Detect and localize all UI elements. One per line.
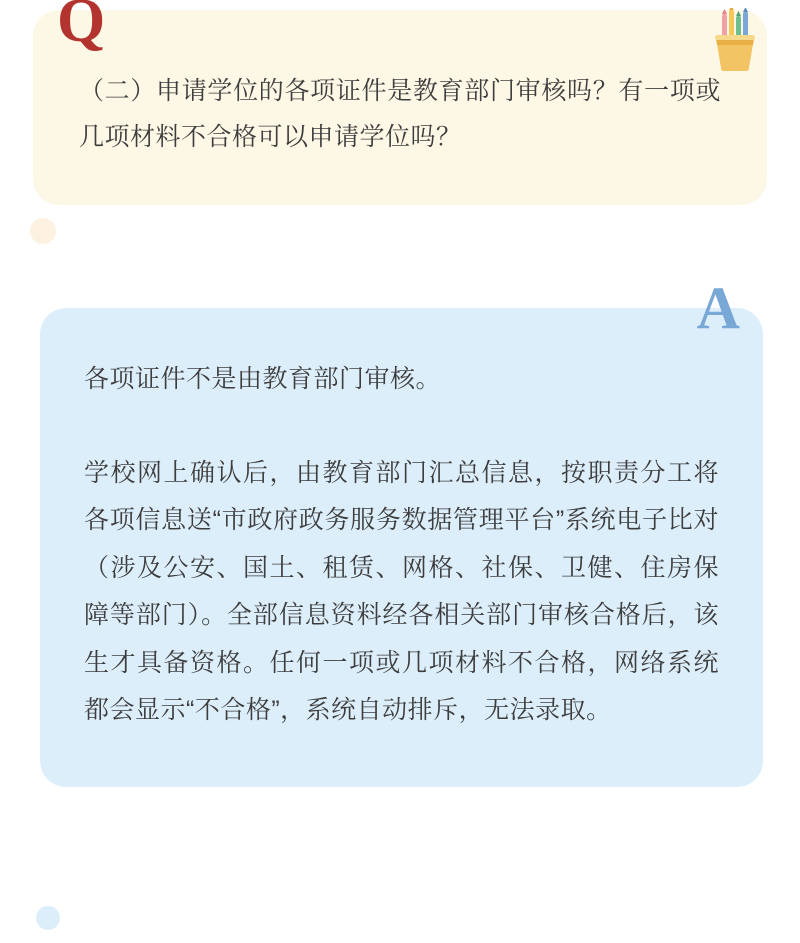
answer-marker: A [696, 275, 740, 341]
question-marker: Q [57, 0, 106, 55]
answer-paragraph-2: 学校网上确认后，由教育部门汇总信息，按职责分工将各项信息送“市政府政务服务数据管理平台”系统电子比对（涉及公安、国土、租赁、网格、社保、卫健、住房保障等部门）。全部信息资料经各相关部门审核合格后，该生才具备资格。任何一项或几项材料不合格，网络系统都会显示“不合格”，系统自动排斥，无法录取。 [84, 458, 719, 724]
answer-bubble [40, 308, 763, 787]
pencil-cup-icon [702, 8, 768, 74]
question-text: （二）申请学位的各项证件是教育部门审核吗？有一项或几项材料不合格可以申请学位吗？ [79, 77, 721, 152]
question-bubble [33, 10, 767, 205]
question-bubble-tail [30, 218, 56, 244]
answer-bubble-tail [36, 906, 60, 930]
answer-paragraph-1: 各项证件不是由教育部门审核。 [84, 365, 442, 393]
